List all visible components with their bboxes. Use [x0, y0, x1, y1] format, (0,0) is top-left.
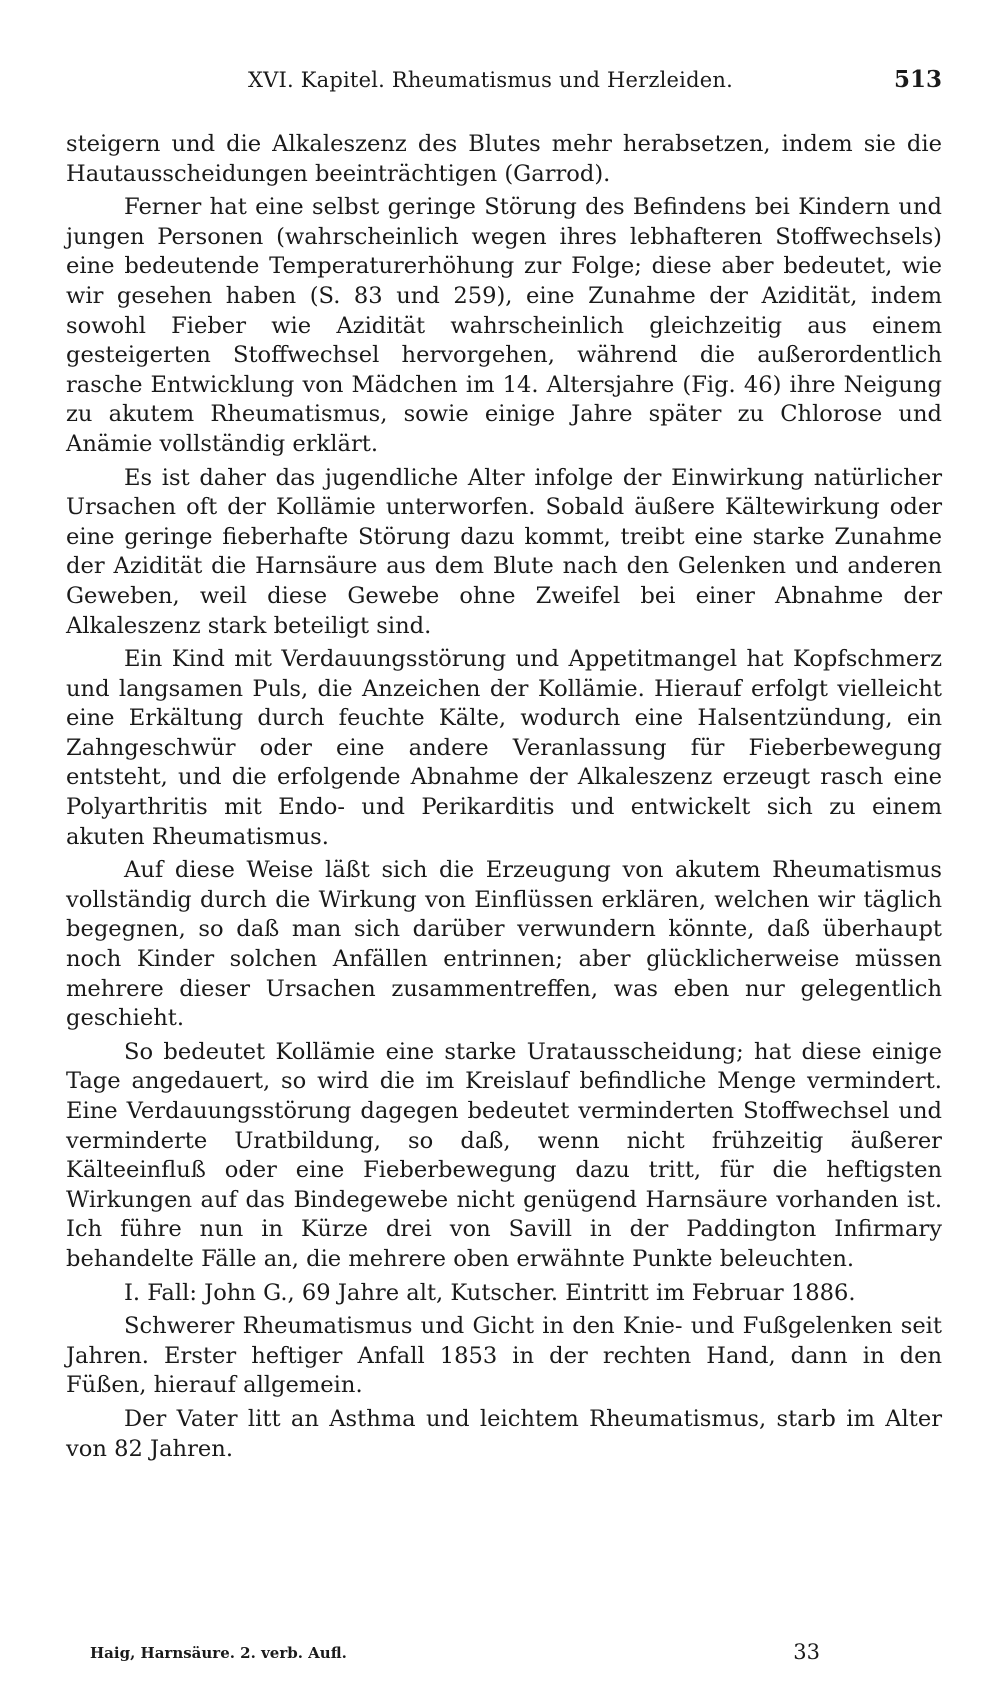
paragraph: Schwerer Rheumatismus und Gicht in den Knie- und Fußgelenken seit Jahren. Erster heftiger Anfall 1853 in der rechten Hand, dann in den Füßen, hierauf allgemein. — [66, 1313, 942, 1399]
paragraph: Ein Kind mit Verdauungsstörung und Appetitmangel hat Kopfschmerz und langsamen Puls, die Anzeichen der Kollämie. Hierauf erfolgt vielleicht eine Erkältung durch feuchte Kälte, wodurch eine Halsentzündung, ein Zahngeschwür oder eine andere Veranlassung für Fieberbewegung entsteht, und die erfolgende Abnahme der Alkaleszenz erzeugt rasch eine Polyarthritis mit Endo- und Perikarditis und entwickelt sich zu einem akuten Rheumatismus. — [66, 646, 942, 850]
paragraph-continuation: steigern und die Alkaleszenz des Blutes mehr herabsetzen, indem sie die Hautausscheidungen beeinträchtigen (Garrod). — [66, 131, 942, 187]
running-title: XVI. Kapitel. Rheumatismus und Herzleiden. — [248, 68, 733, 92]
paragraph: Ferner hat eine selbst geringe Störung des Befindens bei Kindern und jungen Personen (wahrscheinlich wegen ihres lebhafteren Stoffwechsels) eine bedeutende Temperaturerhöhung zur Folge; diese aber bedeutet, wie wir gesehen haben (S. 83 und 259), eine Zunahme der Azidität, indem sowohl Fieber wie Azidität wahrscheinlich gleichzeitig aus einem gesteigerten Stoffwechsel hervorgehen, während die außerordentlich rasche Entwicklung von Mädchen im 14. Altersjahre (Fig. 46) ihre Neigung zu akutem Rheumatismus, sowie einige Jahre später zu Chlorose und Anämie vollständig erklärt. — [66, 194, 942, 457]
paragraph: Auf diese Weise läßt sich die Erzeugung von akutem Rheumatismus vollständig durch die Wirkung von Einflüssen erklären, welchen wir täglich begegnen, so daß man sich darüber verwundern könnte, daß überhaupt noch Kinder solchen Anfällen entrinnen; aber glücklicherweise müssen mehrere dieser Ursachen zusammentreffen, was eben nur gelegentlich geschieht. — [66, 857, 942, 1032]
body-text — [66, 130, 942, 1468]
page-header — [66, 68, 942, 104]
case-heading: I. Fall: John G., 69 Jahre alt, Kutscher. Eintritt im Februar 1886. — [124, 1279, 856, 1306]
page-footer — [90, 1640, 820, 1670]
paragraph: Der Vater litt an Asthma und leichtem Rheumatismus, starb im Alter von 82 Jahren. — [66, 1405, 942, 1462]
printer-signature: 33 — [793, 1640, 820, 1664]
book-reference: Haig, Harnsäure. 2. verb. Aufl. — [90, 1644, 347, 1662]
paragraph: So bedeutet Kollämie eine starke Uratausscheidung; hat diese einige Tage angedauert, so wird die im Kreislauf befindliche Menge vermindert. Eine Verdauungsstörung dagegen bedeutet verminderten Stoffwechsel und verminderte Uratbildung, so daß, wenn nicht frühzeitig äußerer Kälteeinfluß oder eine Fieberbewegung dazu tritt, für die heftigsten Wirkungen auf das Bindegewebe nicht genügend Harnsäure vorhanden ist. Ich führe nun in Kürze drei von Savill in der Paddington Infirmary behandelte Fälle an, die mehrere oben erwähnte Punkte beleuchten. — [66, 1038, 942, 1272]
page-number: 513 — [893, 66, 942, 93]
paragraph: Es ist daher das jugendliche Alter infolge der Einwirkung natürlicher Ursachen oft der Kollämie unterworfen. Sobald äußere Kältewirkung oder eine geringe fieberhafte Störung dazu kommt, treibt eine starke Zunahme der Azidität die Harnsäure aus dem Blute nach den Gelenken und anderen Geweben, weil diese Gewebe ohne Zweifel bei einer Abnahme der Alkaleszenz stark beteiligt sind. — [66, 464, 942, 639]
